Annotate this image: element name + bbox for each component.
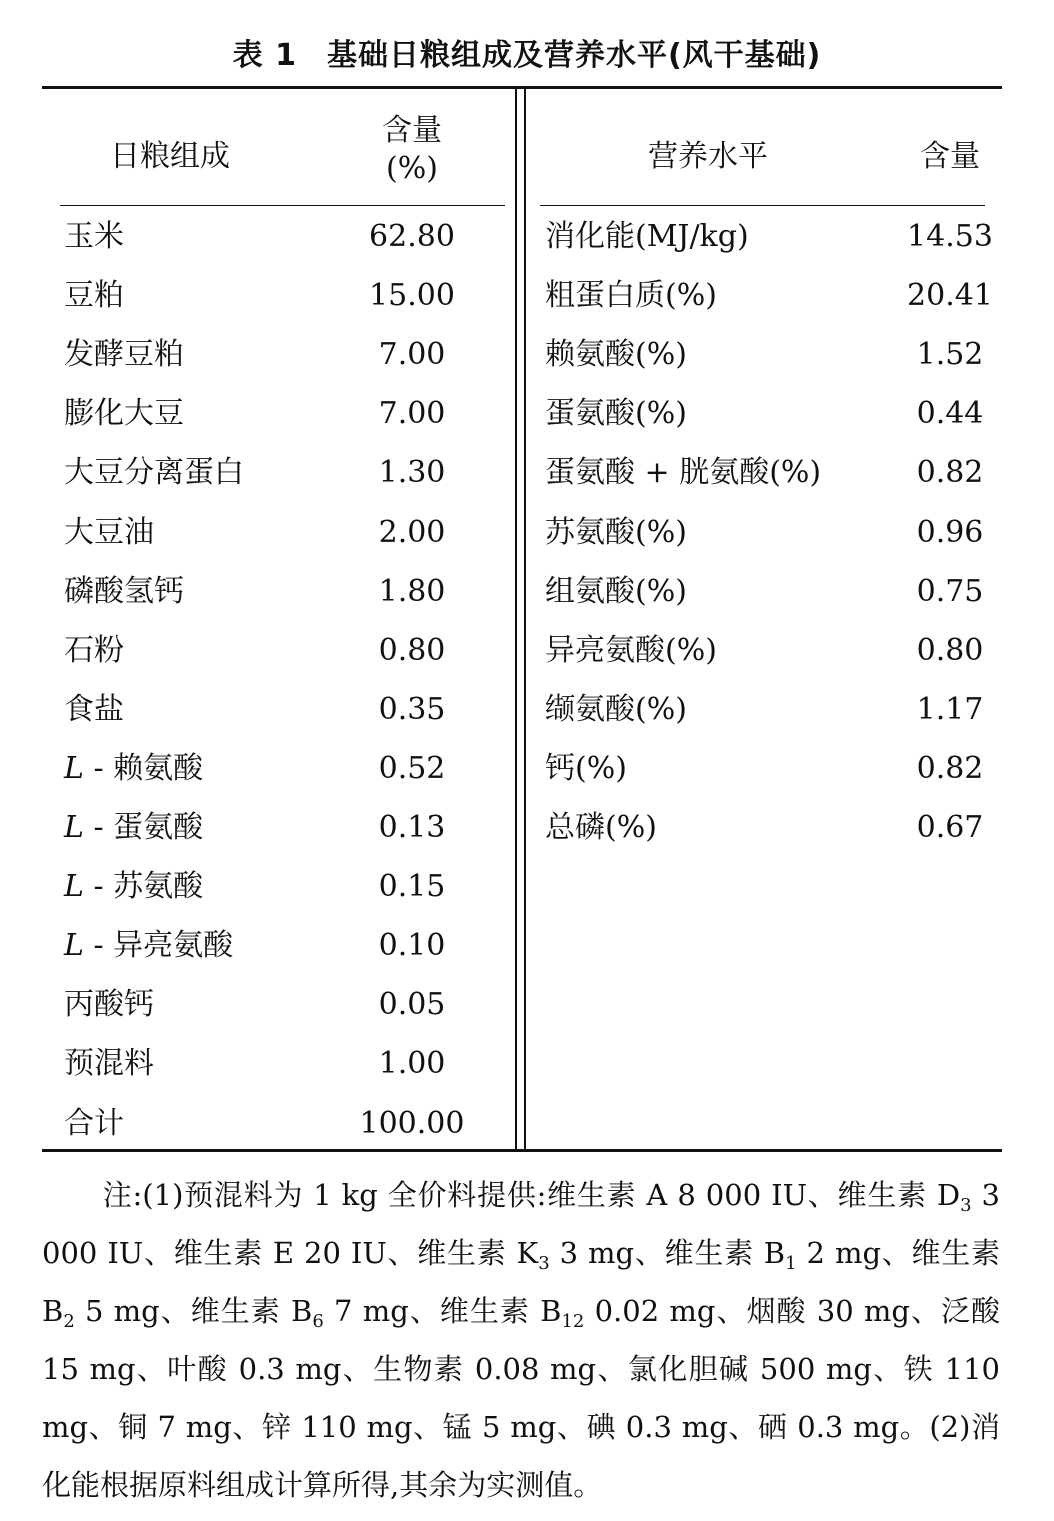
ingredient-label: 大豆油 <box>64 514 154 550</box>
diet-ingredient-name <box>64 857 203 916</box>
nutrient-name: 钙(%) <box>545 750 627 786</box>
diet-ingredient-name <box>64 384 184 443</box>
diet-ingredient-name <box>64 325 184 384</box>
diet-ingredient-name <box>64 916 233 975</box>
ingredient-label: 合计 <box>64 1105 124 1141</box>
diet-ingredient-value: 0.15 <box>378 869 446 905</box>
diet-ingredient-name <box>64 1094 124 1153</box>
header-diet-composition: 日粮组成 <box>110 139 230 174</box>
ingredient-prefix: L <box>64 750 84 786</box>
table-row <box>0 1034 1054 1093</box>
diet-ingredient-value: 0.05 <box>378 987 446 1023</box>
diet-ingredient-name <box>64 680 124 739</box>
table-row <box>0 916 1054 975</box>
ingredient-label: - 异亮氨酸 <box>83 928 234 964</box>
table-row <box>0 443 1054 502</box>
header-nutrient-level: 营养水平 <box>648 139 768 174</box>
nutrient-value: 0.82 <box>916 750 984 786</box>
diet-ingredient-name <box>64 562 184 621</box>
nutrient-name: 消化能(MJ/kg) <box>545 219 749 254</box>
nutrient-value: 20.41 <box>907 278 993 314</box>
diet-ingredient-name <box>64 207 124 266</box>
nutrient-name: 苏氨酸(%) <box>545 514 687 550</box>
nutrient-value: 1.17 <box>916 691 984 727</box>
nutrient-value: 0.67 <box>916 810 984 845</box>
nutrient-name: 赖氨酸(%) <box>545 337 687 373</box>
diet-ingredient-value: 62.80 <box>369 219 455 254</box>
diet-ingredient-value: 0.35 <box>378 691 446 727</box>
ingredient-label: 食盐 <box>64 691 124 727</box>
header-content: 含量 <box>920 139 980 174</box>
diet-ingredient-name <box>64 798 203 857</box>
nutrient-value: 0.96 <box>916 514 984 550</box>
diet-ingredient-name <box>64 739 203 798</box>
table-title <box>0 30 1054 74</box>
diet-ingredient-value: 1.30 <box>378 455 446 491</box>
ingredient-label: - 蛋氨酸 <box>83 810 204 845</box>
diet-ingredient-value: 0.10 <box>378 928 446 964</box>
header-underline-right <box>540 205 985 206</box>
diet-ingredient-value: 0.80 <box>378 632 446 668</box>
ingredient-label: - 苏氨酸 <box>83 869 204 905</box>
ingredient-label: 石粉 <box>64 632 124 668</box>
ingredient-label: - 赖氨酸 <box>83 750 204 786</box>
table-row <box>0 739 1054 798</box>
diet-ingredient-value: 15.00 <box>369 278 455 314</box>
diet-ingredient-value: 2.00 <box>378 514 446 550</box>
ingredient-prefix: L <box>64 869 84 905</box>
ingredient-label: 豆粕 <box>64 278 124 314</box>
table-row <box>0 857 1054 916</box>
table-caption: 基础日粮组成及营养水平(风干基础) <box>326 38 822 73</box>
ingredient-prefix: L <box>64 810 84 845</box>
diet-ingredient-value: 0.52 <box>378 750 446 786</box>
diet-ingredient-value: 7.00 <box>378 396 446 432</box>
ingredient-label: 发酵豆粕 <box>64 337 184 373</box>
header-percent-unit: (%) <box>386 151 438 186</box>
ingredient-label: 玉米 <box>64 219 124 254</box>
nutrient-name: 组氨酸(%) <box>545 573 687 609</box>
nutrient-value: 0.44 <box>916 396 984 432</box>
diet-ingredient-name <box>64 266 124 325</box>
ingredient-label: 膨化大豆 <box>64 396 184 432</box>
diet-ingredient-value: 100.00 <box>359 1105 465 1141</box>
table-row <box>0 503 1054 562</box>
ingredient-label: 丙酸钙 <box>64 987 154 1023</box>
diet-ingredient-name <box>64 621 124 680</box>
diet-ingredient-name <box>64 443 244 502</box>
table-row <box>0 325 1054 384</box>
diet-ingredient-value: 0.13 <box>378 810 446 845</box>
nutrient-name: 缬氨酸(%) <box>545 691 687 727</box>
nutrient-name: 总磷(%) <box>545 810 657 845</box>
nutrient-name: 粗蛋白质(%) <box>545 278 717 314</box>
table-row <box>0 975 1054 1034</box>
table-row <box>0 266 1054 325</box>
nutrient-name: 蛋氨酸(%) <box>545 396 687 432</box>
table-footnote: 注:(1)预混料为 1 kg 全价料提供:维生素 A 8 000 IU、维生素 $D_3$ 3 000 IU、维生素 E 20 IU、维生素 $K_3$ 3 mg、维生素 $B_1$ 2 mg、维生素 $B_2$ 5 mg、维生素 $B_6$ 7 mg、维生素 $B_{12}$ 0.02 mg、烟酸 30 mg、泛酸 15 mg、叶酸 0.3 mg、生物素 0.08 mg、氯化胆碱 500 mg、铁 110 mg、铜 7 mg、锌 110 mg、锰 5 mg、碘 0.3 mg、硒 0.3 mg。(2)消化能根据原料组成计算所得,其余为实测值。 <box>42 1178 1000 1502</box>
header-content-label: 含量 <box>382 113 442 148</box>
nutrient-value: 14.53 <box>907 219 993 254</box>
ingredient-label: 磷酸氢钙 <box>64 573 184 609</box>
diet-ingredient-name <box>64 975 154 1034</box>
diet-ingredient-name <box>64 1034 154 1093</box>
header-content-percent <box>362 112 462 188</box>
nutrient-name: 异亮氨酸(%) <box>545 632 717 668</box>
ingredient-label: 大豆分离蛋白 <box>64 455 244 491</box>
bottom-rule <box>42 1149 1002 1152</box>
nutrient-name: 蛋氨酸 + 胱氨酸(%) <box>545 455 822 491</box>
table-row <box>0 207 1054 266</box>
nutrient-value: 0.80 <box>916 632 984 668</box>
table-number: 表 1 <box>232 38 297 73</box>
table-row <box>0 384 1054 443</box>
diet-ingredient-name <box>64 503 154 562</box>
ingredient-prefix: L <box>64 928 84 964</box>
nutrient-value: 0.82 <box>916 455 984 491</box>
ingredient-label: 预混料 <box>64 1046 154 1082</box>
table-row <box>0 562 1054 621</box>
table-row <box>0 621 1054 680</box>
table-row <box>0 1094 1054 1153</box>
nutrient-value: 1.52 <box>916 337 984 373</box>
nutrient-value: 0.75 <box>916 573 984 609</box>
diet-ingredient-value: 1.00 <box>378 1046 446 1082</box>
table-row <box>0 680 1054 739</box>
diet-ingredient-value: 7.00 <box>378 337 446 373</box>
table-row <box>0 798 1054 857</box>
diet-ingredient-value: 1.80 <box>378 573 446 609</box>
header-underline-left <box>60 205 505 206</box>
